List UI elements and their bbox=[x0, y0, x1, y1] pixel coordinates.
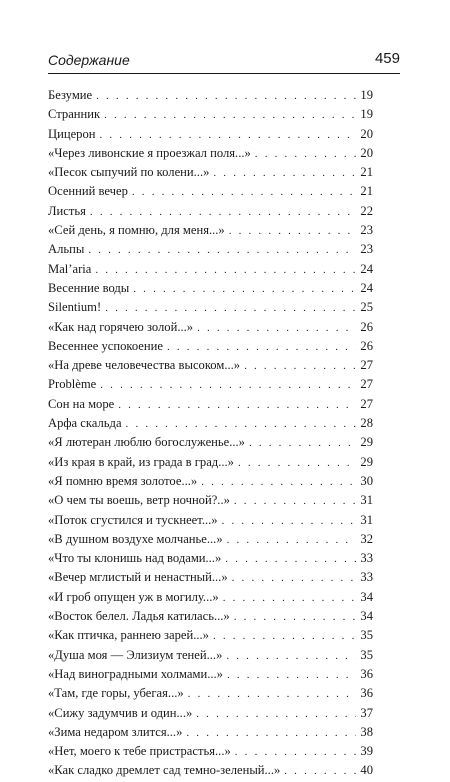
toc-entry bbox=[48, 761, 373, 780]
toc-entry bbox=[48, 221, 373, 240]
dot-leader bbox=[90, 203, 356, 222]
toc-entry-title: «Там, где горы, убегая...» bbox=[48, 686, 184, 701]
toc-entry bbox=[48, 202, 373, 221]
section-title: Содержание bbox=[48, 52, 130, 68]
toc-entry-title: «В душном воздухе молчанье...» bbox=[48, 531, 223, 546]
toc-entry bbox=[48, 395, 373, 414]
dot-leader bbox=[167, 338, 356, 357]
toc-entry-page: 21 bbox=[360, 184, 373, 199]
toc-entry-title: «Как птичка, раннею зарей...» bbox=[48, 628, 209, 643]
dot-leader bbox=[222, 512, 356, 531]
toc-entry-title: Осенний вечер bbox=[48, 184, 128, 199]
toc-entry-title: Silentium! bbox=[48, 300, 102, 315]
toc-entry-title: «Через ливонские я проезжал поля...» bbox=[48, 145, 251, 160]
toc-entry-page: 25 bbox=[360, 300, 373, 315]
toc-entry bbox=[48, 723, 373, 742]
dot-leader bbox=[126, 415, 356, 434]
toc-entry bbox=[48, 144, 373, 163]
toc-entry bbox=[48, 318, 373, 337]
toc-entry-page: 24 bbox=[360, 261, 373, 276]
dot-leader bbox=[234, 608, 356, 627]
toc-entry bbox=[48, 588, 373, 607]
toc-entry-page: 35 bbox=[360, 647, 373, 662]
toc-entry-page: 33 bbox=[360, 551, 373, 566]
table-of-contents bbox=[48, 86, 373, 781]
toc-entry-title: Арфа скальда bbox=[48, 416, 122, 431]
toc-entry bbox=[48, 182, 373, 201]
dot-leader bbox=[226, 647, 356, 666]
toc-entry bbox=[48, 665, 373, 684]
toc-entry-title: «Как над горячею золой...» bbox=[48, 319, 194, 334]
toc-entry-title: «Вечер мглистый и ненастный...» bbox=[48, 570, 228, 585]
toc-entry-title: «И гроб опущен уж в могилу...» bbox=[48, 589, 219, 604]
dot-leader bbox=[255, 145, 356, 164]
toc-entry-page: 29 bbox=[360, 435, 373, 450]
dot-leader bbox=[227, 666, 356, 685]
dot-leader bbox=[232, 569, 356, 588]
dot-leader bbox=[132, 183, 356, 202]
toc-entry-title: «О чем ты воешь, ветр ночной?..» bbox=[48, 493, 230, 508]
toc-entry-title: Безумие bbox=[48, 88, 93, 102]
toc-entry-page: 27 bbox=[360, 358, 373, 373]
toc-entry-page: 31 bbox=[360, 493, 373, 508]
toc-entry-page: 27 bbox=[360, 396, 373, 411]
toc-entry bbox=[48, 646, 373, 665]
toc-entry-page: 36 bbox=[360, 666, 373, 681]
toc-entry-title: Problème bbox=[48, 377, 97, 392]
toc-entry-title: «Нет, моего к тебе пристрастья...» bbox=[48, 744, 231, 759]
toc-entry bbox=[48, 607, 373, 626]
toc-entry bbox=[48, 511, 373, 530]
toc-entry bbox=[48, 337, 373, 356]
toc-entry-title: Цицерон bbox=[48, 126, 96, 141]
toc-entry bbox=[48, 356, 373, 375]
toc-entry-title: «На древе человечества высоком...» bbox=[48, 358, 241, 373]
toc-entry-page: 26 bbox=[360, 319, 373, 334]
toc-entry-page: 40 bbox=[360, 763, 373, 778]
toc-entry-page: 33 bbox=[360, 570, 373, 585]
toc-entry bbox=[48, 742, 373, 761]
dot-leader bbox=[95, 261, 356, 280]
dot-leader bbox=[213, 164, 356, 183]
toc-entry bbox=[48, 433, 373, 452]
toc-entry-title: «Я помню время золотое...» bbox=[48, 473, 198, 488]
toc-entry-page: 19 bbox=[360, 88, 373, 102]
dot-leader bbox=[88, 241, 356, 260]
toc-entry bbox=[48, 240, 373, 259]
toc-entry-title: Странник bbox=[48, 107, 101, 122]
toc-entry-page: 31 bbox=[360, 512, 373, 527]
toc-entry-page: 37 bbox=[360, 705, 373, 720]
dot-leader bbox=[197, 319, 356, 338]
toc-entry-page: 23 bbox=[360, 223, 373, 238]
dot-leader bbox=[96, 87, 356, 106]
toc-entry-page: 39 bbox=[360, 744, 373, 759]
dot-leader bbox=[213, 627, 356, 646]
dot-leader bbox=[225, 550, 356, 569]
toc-entry-page: 23 bbox=[360, 242, 373, 257]
toc-entry-title: «Душа моя — Элизиум теней...» bbox=[48, 647, 223, 662]
dot-leader bbox=[227, 531, 356, 550]
toc-entry-page: 26 bbox=[360, 338, 373, 353]
toc-entry bbox=[48, 163, 373, 182]
dot-leader bbox=[201, 473, 356, 492]
toc-entry-page: 19 bbox=[360, 107, 373, 122]
toc-entry-title: «Зима недаром злится...» bbox=[48, 724, 183, 739]
dot-leader bbox=[118, 396, 356, 415]
toc-entry-page: 21 bbox=[360, 165, 373, 180]
toc-entry-title: «Я лютеран люблю богослуженье...» bbox=[48, 435, 245, 450]
toc-entry-page: 38 bbox=[360, 724, 373, 739]
toc-entry-title: «Из края в край, из града в град...» bbox=[48, 454, 234, 469]
toc-entry-title: «Сижу задумчив и один...» bbox=[48, 705, 193, 720]
dot-leader bbox=[229, 222, 356, 241]
page-number: 459 bbox=[374, 50, 400, 67]
toc-entry-title: «Над виноградными холмами...» bbox=[48, 666, 223, 681]
toc-entry bbox=[48, 472, 373, 491]
toc-entry-title: Альпы bbox=[48, 242, 85, 257]
toc-entry-page: 29 bbox=[360, 454, 373, 469]
toc-entry-page: 35 bbox=[360, 628, 373, 643]
toc-entry-page: 34 bbox=[360, 589, 373, 604]
toc-entry-title: Сон на море bbox=[48, 396, 115, 411]
toc-entry bbox=[48, 260, 373, 279]
dot-leader bbox=[196, 705, 356, 724]
toc-entry-title: «Поток сгустился и тускнеет...» bbox=[48, 512, 218, 527]
toc-entry-page: 30 bbox=[360, 473, 373, 488]
dot-leader bbox=[244, 357, 356, 376]
dot-leader bbox=[100, 126, 357, 145]
toc-entry bbox=[48, 568, 373, 587]
dot-leader bbox=[104, 106, 356, 125]
toc-entry bbox=[48, 86, 373, 105]
toc-entry bbox=[48, 298, 373, 317]
dot-leader bbox=[223, 589, 356, 608]
toc-entry bbox=[48, 453, 373, 472]
toc-entry-title: «Песок сыпучий по колени...» bbox=[48, 165, 210, 180]
toc-entry bbox=[48, 491, 373, 510]
toc-entry-title: «Восток белел. Ладья катилась...» bbox=[48, 609, 230, 624]
dot-leader bbox=[249, 434, 356, 453]
toc-entry bbox=[48, 125, 373, 144]
toc-entry bbox=[48, 626, 373, 645]
toc-entry bbox=[48, 375, 373, 394]
dot-leader bbox=[284, 762, 356, 781]
dot-leader bbox=[235, 743, 356, 762]
toc-entry bbox=[48, 704, 373, 723]
dot-leader bbox=[100, 376, 356, 395]
toc-entry-page: 27 bbox=[360, 377, 373, 392]
toc-entry bbox=[48, 414, 373, 433]
running-header bbox=[48, 49, 400, 74]
toc-entry-title: «Сей день, я помню, для меня...» bbox=[48, 223, 225, 238]
dot-leader bbox=[133, 280, 356, 299]
toc-entry-title: Весеннее успокоение bbox=[48, 338, 163, 353]
toc-entry-page: 34 bbox=[360, 609, 373, 624]
dot-leader bbox=[188, 685, 356, 704]
toc-entry-page: 20 bbox=[360, 145, 373, 160]
dot-leader bbox=[234, 492, 356, 511]
dot-leader bbox=[105, 299, 356, 318]
toc-entry-title: Весенние воды bbox=[48, 280, 130, 295]
toc-entry bbox=[48, 684, 373, 703]
toc-entry-page: 32 bbox=[360, 531, 373, 546]
toc-entry-title: Mal’aria bbox=[48, 261, 92, 276]
toc-entry-page: 22 bbox=[360, 203, 373, 218]
toc-entry-page: 28 bbox=[360, 416, 373, 431]
toc-entry bbox=[48, 530, 373, 549]
toc-entry-title: «Как сладко дремлет сад темно-зеленый...» bbox=[48, 763, 281, 778]
toc-entry bbox=[48, 549, 373, 568]
toc-entry bbox=[48, 105, 373, 124]
toc-entry-page: 20 bbox=[360, 126, 373, 141]
toc-entry-title: Листья bbox=[48, 203, 86, 218]
toc-entry-page: 36 bbox=[360, 686, 373, 701]
toc-entry bbox=[48, 279, 373, 298]
toc-entry-title: «Что ты клонишь над водами...» bbox=[48, 551, 222, 566]
toc-entry-page: 24 bbox=[360, 280, 373, 295]
dot-leader bbox=[238, 454, 356, 473]
